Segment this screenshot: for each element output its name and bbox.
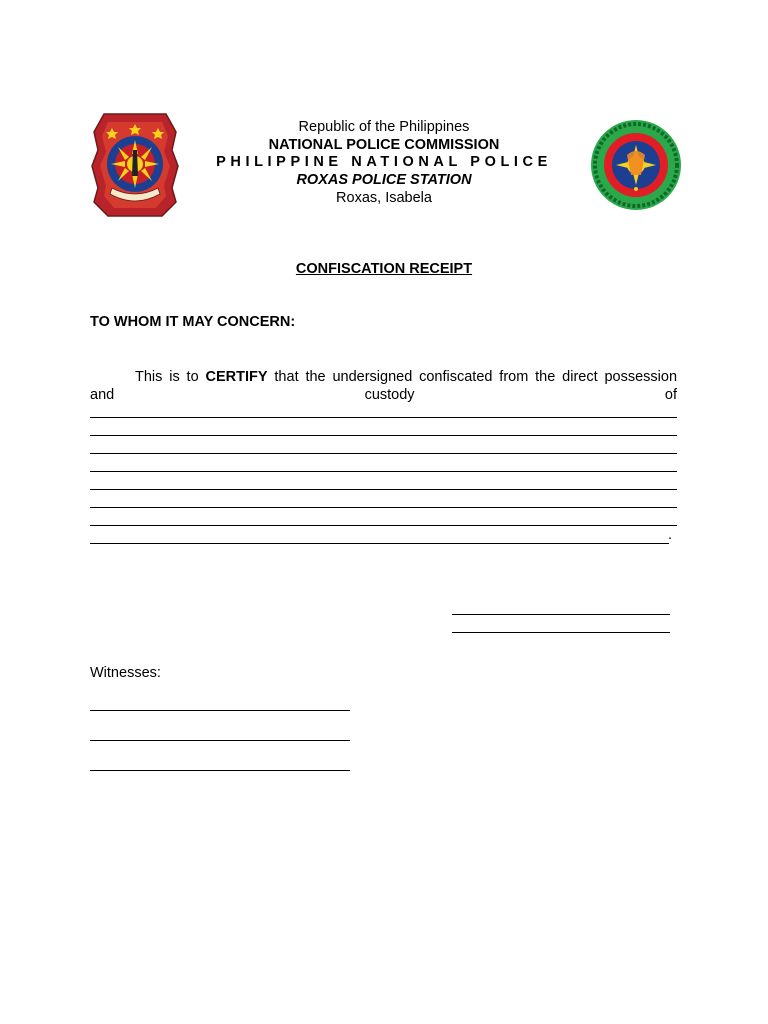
header-commission: NATIONAL POLICE COMMISSION <box>268 137 500 153</box>
header-pnp: PHILIPPINE NATIONAL POLICE <box>216 154 552 170</box>
document-title: CONFISCATION RECEIPT <box>295 261 473 277</box>
header-station: ROXAS POLICE STATION <box>296 172 472 188</box>
body-rest: that the undersigned confiscated from the direct possession <box>274 369 678 385</box>
witness-signature-line[interactable] <box>90 740 350 741</box>
witnesses-label: Witnesses: <box>90 665 161 681</box>
fill-line[interactable] <box>90 435 677 436</box>
witness-signature-line[interactable] <box>90 710 350 711</box>
fill-line[interactable] <box>90 489 677 490</box>
word-of: of <box>664 387 677 403</box>
body-lead: This is to <box>135 369 199 385</box>
paragraph-line-2 <box>90 386 677 404</box>
header-country: Republic of the Philippines <box>298 119 470 135</box>
fill-line[interactable] <box>90 453 677 454</box>
fill-line[interactable] <box>90 525 677 526</box>
paragraph-end-period: . <box>668 527 673 543</box>
witness-signature-line[interactable] <box>90 770 350 771</box>
certification-paragraph <box>90 368 677 404</box>
pnp-shield-logo <box>90 110 180 218</box>
roxas-police-station-seal <box>589 119 683 211</box>
word-and: and <box>90 387 115 403</box>
signature-line-name[interactable] <box>452 614 670 615</box>
salutation: TO WHOM IT MAY CONCERN: <box>90 314 296 330</box>
fill-line-last[interactable] <box>90 543 669 544</box>
signature-line-designation[interactable] <box>452 632 670 633</box>
header-location: Roxas, Isabela <box>336 190 432 206</box>
fill-line[interactable] <box>90 471 677 472</box>
fill-line[interactable] <box>90 417 677 418</box>
fill-line[interactable] <box>90 507 677 508</box>
certify-emphasis: CERTIFY <box>205 369 268 385</box>
word-custody: custody <box>364 387 415 403</box>
paragraph-line-1 <box>90 368 677 386</box>
